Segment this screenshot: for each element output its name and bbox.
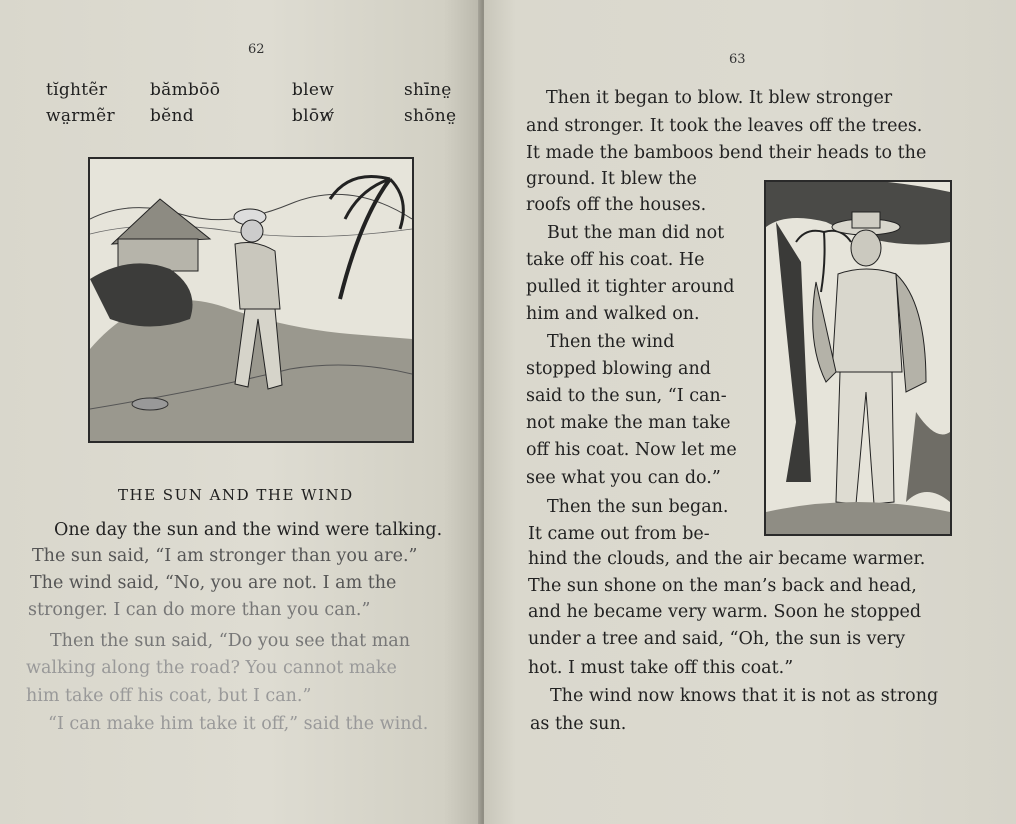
text-line: Then the sun said, “Do you see that man bbox=[50, 631, 410, 651]
illustration-walking-man bbox=[88, 157, 414, 443]
text-line: as the sun. bbox=[530, 714, 627, 734]
page-number-right: 63 bbox=[729, 52, 746, 67]
text-line: stronger. I can do more than you can.” bbox=[28, 600, 371, 620]
text-line: said to the sun, “I can- bbox=[526, 386, 727, 406]
text-line: The sun said, “I am stronger than you are.” bbox=[32, 546, 418, 566]
text-line: walking along the road? You cannot make bbox=[26, 658, 397, 678]
text-line: off his coat. Now let me bbox=[526, 440, 737, 460]
text-line: roofs off the houses. bbox=[526, 195, 707, 215]
text-line: It came out from be- bbox=[528, 524, 710, 544]
right-page bbox=[484, 0, 1016, 824]
vocab-word: wa̤rmẽr bbox=[46, 106, 115, 126]
text-line: The wind now knows that it is not as strong bbox=[550, 686, 939, 706]
page-number-left: 62 bbox=[248, 42, 265, 57]
left-page bbox=[0, 0, 482, 824]
vocab-word: bămbōō bbox=[150, 80, 221, 100]
vocab-word: blew bbox=[292, 80, 335, 100]
text-line: But the man did not bbox=[547, 223, 725, 243]
text-line: It made the bamboos bend their heads to the bbox=[526, 143, 927, 163]
text-line: hot. I must take off this coat.” bbox=[528, 658, 794, 678]
vocab-word: blōw̸ bbox=[292, 106, 335, 126]
man-with-coat-drawing bbox=[766, 182, 950, 534]
text-line: ground. It blew the bbox=[526, 169, 697, 189]
text-line: One day the sun and the wind were talking. bbox=[54, 520, 443, 540]
walking-man-drawing bbox=[90, 159, 412, 441]
text-line: not make the man take bbox=[526, 413, 731, 433]
vocab-word: tĭghtẽr bbox=[46, 80, 108, 100]
text-line: him take off his coat, but I can.” bbox=[26, 686, 312, 706]
text-line: Then the sun began. bbox=[547, 497, 729, 517]
text-line: stopped blowing and bbox=[526, 359, 711, 379]
illustration-man-with-coat bbox=[764, 180, 952, 536]
text-line: and stronger. It took the leaves off the trees. bbox=[526, 116, 923, 136]
vocab-word: shīne̤ bbox=[404, 80, 452, 100]
text-line: under a tree and said, “Oh, the sun is very bbox=[528, 629, 906, 649]
text-line: him and walked on. bbox=[526, 304, 700, 324]
story-title: THE SUN AND THE WIND bbox=[118, 486, 354, 504]
vocab-word: shōne̤ bbox=[404, 106, 457, 126]
text-line: take off his coat. He bbox=[526, 250, 705, 270]
text-line: pulled it tighter around bbox=[526, 277, 735, 297]
text-line: Then the wind bbox=[547, 332, 675, 352]
text-line: hind the clouds, and the air became warmer. bbox=[528, 549, 926, 569]
text-line: see what you can do.” bbox=[526, 468, 721, 488]
text-line: The wind said, “No, you are not. I am the bbox=[30, 573, 397, 593]
text-line: “I can make him take it off,” said the wind. bbox=[48, 714, 429, 734]
text-line: Then it began to blow. It blew stronger bbox=[546, 88, 893, 108]
vocab-word: bĕnd bbox=[150, 106, 194, 126]
text-line: The sun shone on the man’s back and head, bbox=[528, 576, 917, 596]
text-line: and he became very warm. Soon he stopped bbox=[528, 602, 922, 622]
